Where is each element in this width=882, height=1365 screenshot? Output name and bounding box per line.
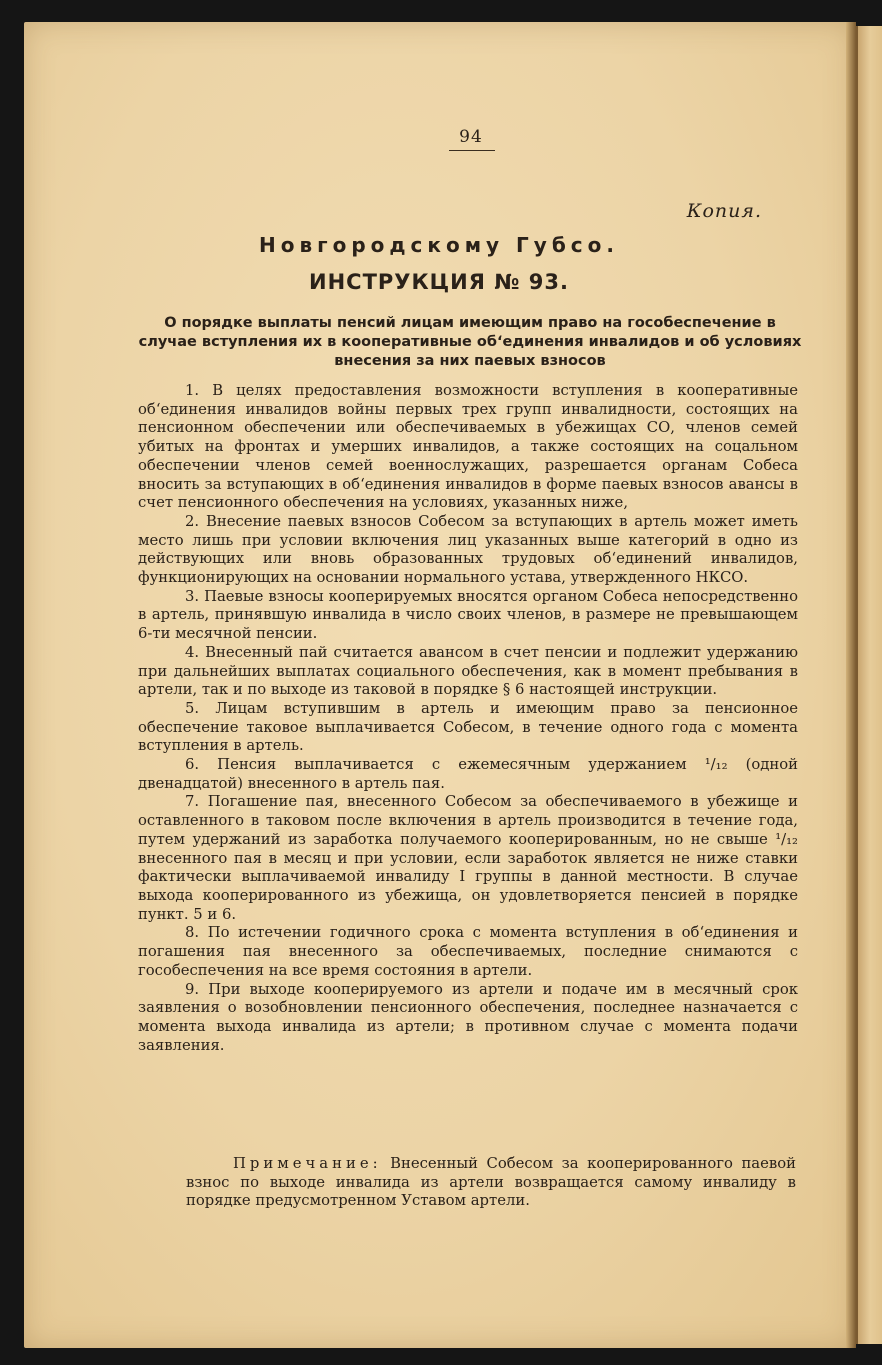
paragraph-7: 7. Погашение пая, внесенного Собесом за обеспечиваемого в убежище и оставленного в таковом после включения в артель производится в течение года, путем удержаний из заработка получаемого кооперированным, но не свыше ¹/₁₂ внесенного пая в месяц и при условии, если заработок является не ниже ставки фактически выплачиваемой инвалиду I группы в данной местности. В случае выхода кооперированного из убежища, он удовлетворяется пенсией в порядке пункт. 5 и 6.: [138, 793, 798, 923]
paragraph-3: 3. Паевые взносы кооперируемых вносятся органом Собеса непосредственно в артель, принявшую инвалида в число своих членов, в размере не превышающем 6-ти месячной пенсии.: [138, 587, 798, 643]
paragraph-9: 9. При выходе кооперируемого из артели и подаче им в месячный срок заявления о возобновлении пенсионного обеспечения, последнее назначается с момента выхода инвалида из артели; в противном случае с момента подачи заявления.: [138, 980, 798, 1054]
note-text: Внесенный Собесом за кооперированного паевой взнос по выходе инвалида из артели возвращается самому инвалиду в порядке предусмотренном Уставом артели.: [186, 1155, 796, 1210]
page-number: 94: [459, 127, 483, 147]
instruction-body: [138, 382, 798, 1055]
paragraph-2: 2. Внесение паевых взносов Собесом за вступающих в артель может иметь место лишь при условии включения лиц указанных выше категорий в одно из действующих или вновь образованных трудовых об‘единений инвалидов, функционирующих на основании нормального устава, утвержденного НКСО.: [138, 512, 798, 587]
page-number-rule: [449, 150, 495, 151]
document-subtitle: О порядке выплаты пенсий лицам имеющим право на гособеспечение в случае вступления их в кооперативные об‘единения инвалидов и об условиях внесения за них паевых взносов: [138, 315, 802, 369]
document-title: ИНСТРУКЦИЯ № 93.: [309, 270, 569, 294]
copy-mark: Копия.: [686, 200, 762, 222]
paragraph-8: 8. По истечении годичного срока с момента вступления в об‘единения и погашения пая внесенного за обеспечиваемых, последние снимаются с гособеспечения на все время состояния в артели.: [138, 924, 798, 979]
paragraph-5: 5. Лицам вступившим в артель и имеющим право за пенсионное обеспечение таковое выплачивается Собесом, в течение одного года с момента вступления в артель.: [138, 699, 798, 755]
paragraph-6: 6. Пенсия выплачивается с ежемесячным удержанием ¹/₁₂ (одной двенадцатой) внесенного в артель пая.: [138, 756, 798, 792]
paragraph-4: 4. Внесенный пай считается авансом в счет пенсии и подлежит удержанию при дальнейших выплатах социального обеспечения, как в момент пребывания в артели, так и по выходе из таковой в порядке § 6 настоящей инструкции.: [138, 643, 798, 699]
note-block: [186, 1155, 796, 1211]
paragraph-1: 1. В целях предоставления возможности вступления в кооперативные об‘единения инвалидов войны первых трех групп инвалидности, состоящих на пенсионном обеспечении или обеспечиваемых в убежищах СО, членов семей убитых на фронтах и умерших инвалидов, а также состоящих на соцальном обеспечении членов семей военнослужащих, разрешается органам Собеса вносить за вступающих в об‘единения инвалидов в форме паевых взносов авансы в счет пенсионного обеспечения на условиях, указанных ниже,: [138, 382, 798, 512]
note-label: Примечание:: [233, 1155, 382, 1172]
addressee-heading: Новгородскому Губсо.: [259, 233, 619, 257]
